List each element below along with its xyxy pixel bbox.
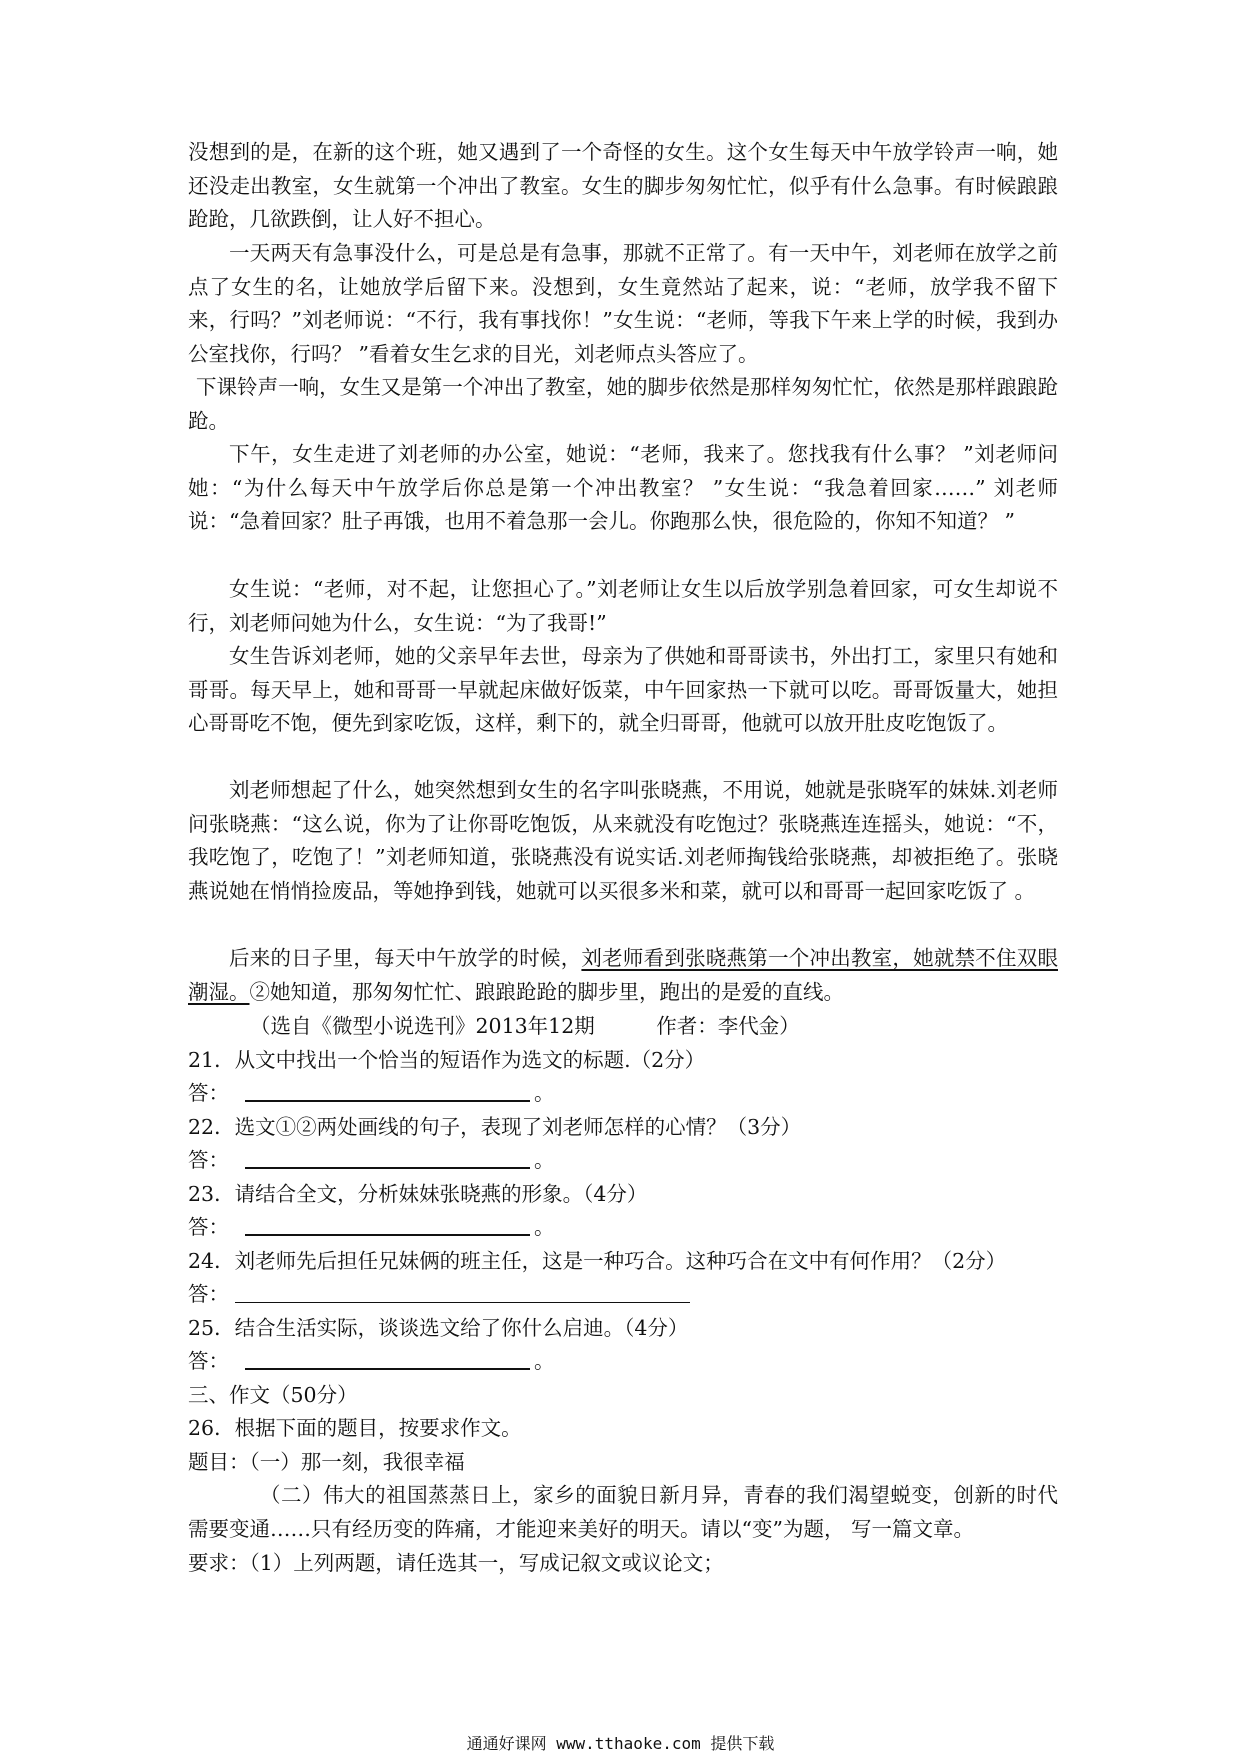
paragraph-3: 下课铃声一响，女生又是第一个冲出了教室，她的脚步依然是那样匆匆忙忙，依然是那样踉踉跄跄。 bbox=[188, 375, 1058, 433]
question-23: 23．请结合全文，分析妹妹张晓燕的形象。（4分） bbox=[188, 1182, 648, 1206]
question-25: 25．结合生活实际，谈谈选文给了你什么启迪。（4分） bbox=[188, 1316, 689, 1340]
composition-topic-1: 题目：（一）那一刻，我很幸福 bbox=[188, 1450, 465, 1474]
answer-label: 答： bbox=[188, 1081, 229, 1105]
answer-21 bbox=[188, 1076, 555, 1110]
answer-blank-24[interactable] bbox=[235, 1282, 690, 1303]
source-citation: （选自《微型小说选刊》2013年12期 作者：李代金） bbox=[250, 1014, 800, 1038]
paragraph-6: 女生告诉刘老师，她的父亲早年去世，母亲为了供她和哥哥读书，外出打工，家里只有她和哥哥。每天早上，她和哥哥一早就起床做好饭菜，中午回家热一下就可以吃。哥哥饭量大，她担心哥哥吃不饱，便先到家吃饭，这样，剩下的，就全归哥哥，他就可以放开肚皮吃饱饭了。 bbox=[188, 644, 1058, 736]
answer-24 bbox=[188, 1277, 690, 1311]
paragraph-5: 女生说：“老师，对不起，让您担心了。”刘老师让女生以后放学别急着回家，可女生却说不行，刘老师问她为什么，女生说：“为了我哥!” bbox=[188, 577, 1058, 635]
answer-label: 答： bbox=[188, 1282, 229, 1306]
paragraph-4: 下午，女生走进了刘老师的办公室，她说：“老师，我来了。您找我有什么事？ ”刘老师问她：“为什么每天中午放学后你总是第一个冲出教室？ ”女生说：“我急着回家……” 刘老师说：“急着回家？肚子再饿，也用不着急那一会儿。你跑那么快，很危险的，你知不知道？ ” bbox=[188, 442, 1058, 534]
answer-end: 。 bbox=[534, 1349, 555, 1373]
answer-22 bbox=[188, 1143, 555, 1177]
paragraph-8-after: ②她知道，那匆匆忙忙、踉踉跄跄的脚步里，跑出的是爱的直线。 bbox=[249, 979, 844, 1004]
composition-instruction: 26．根据下面的题目，按要求作文。 bbox=[188, 1416, 522, 1440]
question-24: 24．刘老师先后担任兄妹俩的班主任，这是一种巧合。这种巧合在文中有何作用？（2分） bbox=[188, 1249, 1007, 1273]
answer-25 bbox=[188, 1344, 555, 1378]
answer-23 bbox=[188, 1210, 555, 1244]
paragraph-8-before: 后来的日子里，每天中午放学的时候， bbox=[229, 946, 582, 970]
page-footer: 通通好课网 www.tthaoke.com 提供下载 bbox=[466, 1734, 775, 1753]
composition-topic-2: （二）伟大的祖国蒸蒸日上，家乡的面貌日新月异，青春的我们渴望蜕变，创新的时代需要变通……只有经历变的阵痛，才能迎来美好的明天。请以“变”为题， 写一篇文章。 bbox=[188, 1483, 1058, 1541]
answer-end: 。 bbox=[534, 1081, 555, 1105]
answer-label: 答： bbox=[188, 1349, 229, 1373]
answer-blank-21[interactable] bbox=[245, 1080, 530, 1102]
paragraph-2: 一天两天有急事没什么，可是总是有急事，那就不正常了。有一天中午，刘老师在放学之前点了女生的名，让她放学后留下来。没想到，女生竟然站了起来，说：“老师，放学我不留下来，行吗？”刘老师说：“不行，我有事找你！”女生说：“老师，等我下午来上学的时候，我到办公室找你，行吗？ ”看着女生乞求的目光，刘老师点头答应了。 bbox=[188, 241, 1058, 366]
question-22: 22．选文①②两处画线的句子，表现了刘老师怎样的心情？（3分） bbox=[188, 1115, 802, 1139]
answer-blank-25[interactable] bbox=[245, 1348, 530, 1370]
answer-label: 答： bbox=[188, 1148, 229, 1172]
answer-blank-23[interactable] bbox=[245, 1214, 530, 1236]
answer-end: 。 bbox=[534, 1215, 555, 1239]
paragraph-8 bbox=[188, 942, 1058, 1009]
answer-end: 。 bbox=[534, 1148, 555, 1172]
question-21: 21．从文中找出一个恰当的短语作为选文的标题.（2分） bbox=[188, 1048, 706, 1072]
paragraph-1: 没想到的是，在新的这个班，她又遇到了一个奇怪的女生。这个女生每天中午放学铃声一响，她还没走出教室，女生就第一个冲出了教室。女生的脚步匆匆忙忙，似乎有什么急事。有时候踉踉跄跄，几欲跌倒，让人好不担心。 bbox=[188, 140, 1058, 232]
underlined-sentence: 刘老师看到张晓燕第一个冲出教室，她就禁不住双眼潮湿。 bbox=[188, 946, 1058, 1004]
paragraph-7: 刘老师想起了什么，她突然想到女生的名字叫张晓燕，不用说，她就是张晓军的妹妹.刘老师问张晓燕：“这么说，你为了让你哥吃饱饭，从来就没有吃饱过？张晓燕连连摇头，她说：“不，我吃饱了，吃饱了！”刘老师知道，张晓燕没有说实话.刘老师掏钱给张晓燕，却被拒绝了。张晓燕说她在悄悄捡废品，等她挣到钱，她就可以买很多米和菜，就可以和哥哥一起回家吃饭了 。 bbox=[188, 778, 1058, 903]
answer-label: 答： bbox=[188, 1215, 229, 1239]
composition-heading: 三、作文（50分） bbox=[188, 1383, 358, 1407]
composition-requirement: 要求：（1）上列两题，请任选其一，写成记叙文或议论文； bbox=[188, 1551, 724, 1575]
answer-blank-22[interactable] bbox=[245, 1147, 530, 1169]
